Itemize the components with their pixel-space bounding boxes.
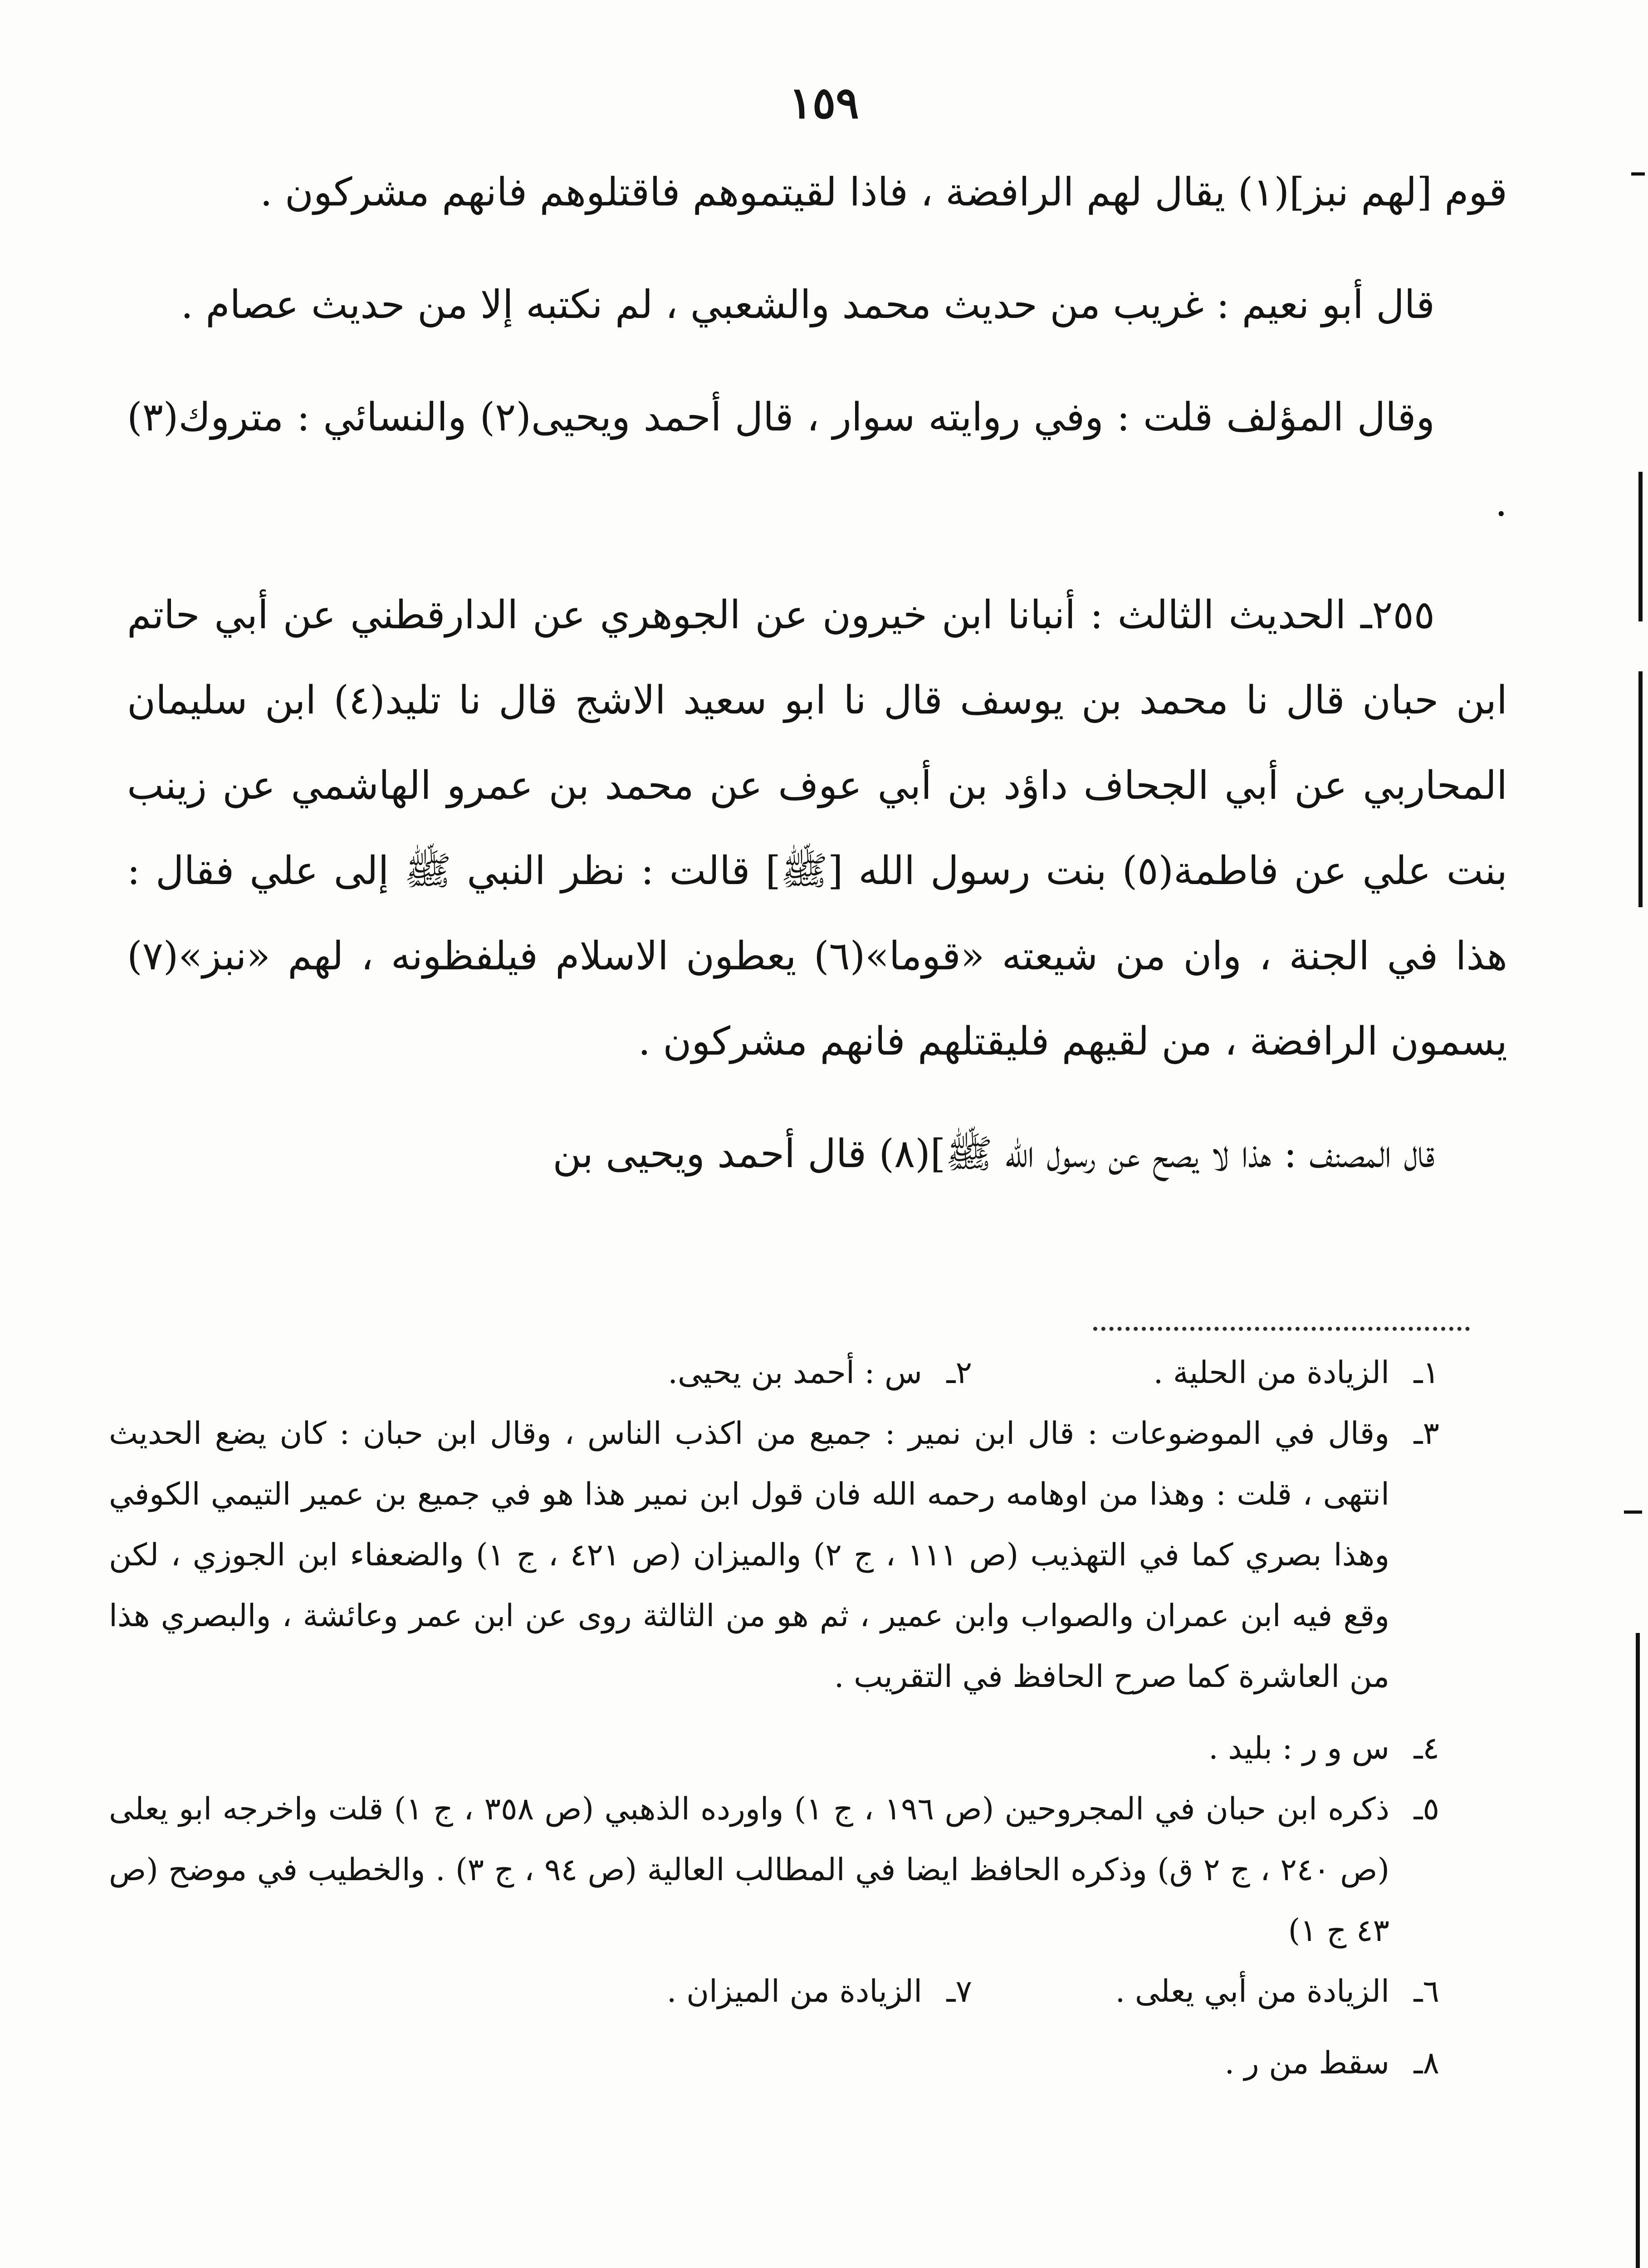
footnote-2-number: ٢ـ	[946, 1355, 972, 1391]
page-number: ١٥٩	[789, 77, 859, 128]
footnote-8	[109, 2033, 1439, 2094]
footnote-5-text: ذكره ابن حبان في المجروحين (ص ١٩٦ ، ج ١) واورده الذهبي (ص ٣٥٨ ، ج ١) قلت واخرجه ابو يعلى (ص ٢٤٠ ، ج ٢ ق) وذكره الحافظ ايضا في المطالب العالية (ص ٩٤ ، ج ٣) . والخطيب في موضح (ص ٤٣ ج ١)	[109, 1791, 1390, 1949]
footnotes	[109, 1343, 1439, 2094]
footnote-divider	[1093, 1327, 1470, 1331]
footnote-6-number: ٦ـ	[1413, 1974, 1439, 2009]
footnote-3	[109, 1403, 1439, 1707]
scan-edge-tick-top	[1631, 172, 1645, 176]
footnote-5	[109, 1779, 1439, 1961]
footnote-2-text: س : أحمد بن يحيى.	[668, 1355, 922, 1391]
footnote-row-1-2	[109, 1343, 1439, 1403]
footnote-7-number: ٧ـ	[946, 1974, 972, 2009]
footnote-3-number: ٣ـ	[1413, 1416, 1439, 1452]
footnote-6-text: الزيادة من أبي يعلى .	[1115, 1974, 1389, 2009]
footnote-3-text: وقال في الموضوعات : قال ابن نمير : جميع من اكذب الناس ، وقال ابن حبان : كان يضع الحديث انتهى ، قلت : وهذا من اوهامه رحمه الله فان قول ابن نمير هذا هو في جميع بن عمير التيمي الكوفي وهذا بصري كما في التهذيب (ص ١١١ ، ج ٢) والميزان (ص ٤٢١ ، ج ١) والضعفاء ابن الجوزي ، لكن وقع فيه ابن عمران والصواب وابن عمير ، ثم هو من الثالثة روى عن ابن عمر وعائشة ، والبصري هذا من العاشرة كما صرح الحافظ في التقريب .	[109, 1416, 1390, 1695]
footnote-row-6-7	[109, 1961, 1439, 2022]
main-paragraph-5: قال المصنف : هذا لا يصح عن رسول الله ﷺ](٨) قال أحمد ويحيى بن	[553, 1131, 1435, 1177]
hadith-255-paragraph: ٢٥٥ـ الحديث الثالث : أنبانا ابن خيرون عن الجوهري عن الدارقطني عن أبي حاتم ابن حبان قال نا محمد بن يوسف قال نا ابو سعيد الاشج قال نا تليد(٤) ابن سليمان المحاربي عن أبي الجحاف داؤد بن أبي عوف عن محمد بن عمرو الهاشمي عن زينب بنت علي عن فاطمة(٥) بنت رسول الله [ﷺ] قالت : نظر النبي ﷺ إلى علي فقال : هذا في الجنة ، وان من شيعته «قوما»(٦) يعطون الاسلام فيلفظونه ، لهم «نبز»(٧) يسمون الرافضة ، من لقيهم فليقتلهم فانهم مشركون .	[127, 592, 1507, 1064]
footnote-4-number: ٤ـ	[1413, 1730, 1439, 1766]
scan-edge-mark-2	[1638, 671, 1643, 907]
footnote-4	[109, 1718, 1439, 1779]
footnote-4-text: س و ر : بليد .	[1208, 1730, 1389, 1766]
footnote-7	[667, 1961, 972, 2022]
main-paragraph-2: قال أبو نعيم : غريب من حديث محمد والشعبي ، لم نكتبه إلا من حديث عصام .	[181, 282, 1435, 327]
footnote-2	[668, 1343, 972, 1403]
footnote-7-text: الزيادة من الميزان .	[666, 1974, 922, 2009]
footnote-6	[972, 1961, 1439, 2022]
footnote-1-text: الزيادة من الحلية .	[1153, 1355, 1389, 1391]
footnote-1-number: ١ـ	[1413, 1355, 1439, 1391]
footnote-5-number: ٥ـ	[1413, 1791, 1439, 1827]
main-text	[127, 150, 1507, 1197]
footnote-8-text: سقط من ر .	[1224, 2045, 1389, 2081]
scan-edge-tick	[1624, 1510, 1642, 1514]
scan-edge-mark-3	[1636, 1633, 1640, 2268]
footnote-1	[972, 1343, 1439, 1403]
main-paragraph-1: قوم [لهم نبز](١) يقال لهم الرافضة ، فاذا لقيتموهم فاقتلوهم فانهم مشركون .	[260, 170, 1507, 215]
scan-edge-mark-1	[1638, 472, 1643, 621]
main-paragraph-3: وقال المؤلف قلت : وفي روايته سوار ، قال أحمد ويحيى(٢) والنسائي : متروك(٣) .	[127, 395, 1507, 525]
footnote-8-number: ٨ـ	[1413, 2045, 1439, 2081]
